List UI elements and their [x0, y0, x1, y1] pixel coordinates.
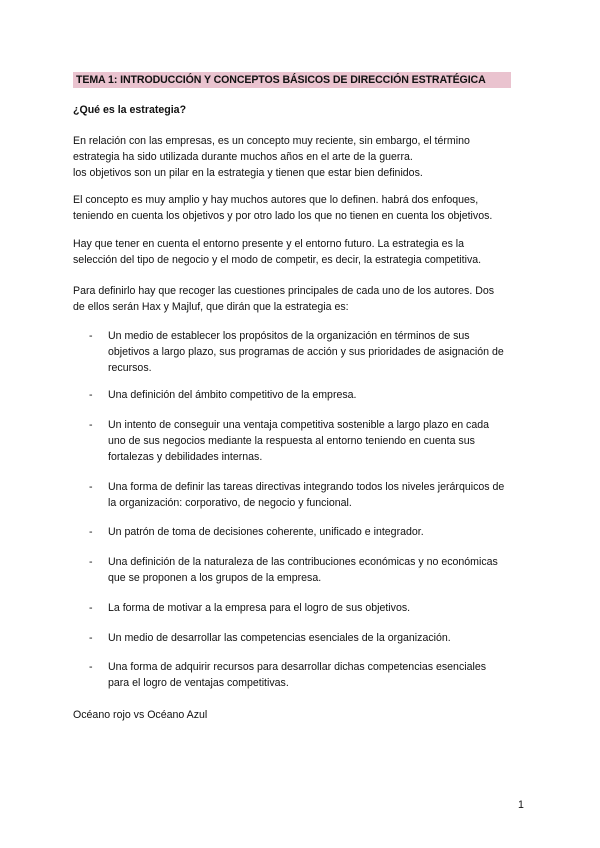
text-line: Un patrón de toma de decisiones coherente, unificado e integrador.: [108, 526, 424, 538]
text-line: teniendo en cuenta los objetivos y por otro lado los que no tienen en cuenta los objetivos.: [73, 210, 493, 222]
text-line: Una forma de definir las tareas directivas integrando todos los niveles jerárquicos de: [108, 481, 505, 493]
page-number: 1: [518, 799, 524, 811]
bullet-dash: -: [89, 330, 93, 342]
paragraph-1: [73, 133, 533, 181]
paragraph-4: [73, 283, 533, 315]
bullet-dash: -: [89, 526, 93, 538]
bullet-dash: -: [89, 481, 93, 493]
text-line: fortalezas y debilidades internas.: [108, 451, 263, 463]
text-line: Hay que tener en cuenta el entorno presente y el entorno futuro. La estrategia es la: [73, 238, 465, 250]
text-line: selección del tipo de negocio y el modo de competir, es decir, la estrategia competitiva.: [73, 254, 482, 266]
paragraph-2: [73, 192, 533, 224]
text-line: Un medio de desarrollar las competencias esenciales de la organización.: [108, 632, 451, 644]
text-line: la organización: corporativo, de negocio y funcional.: [108, 497, 352, 509]
text-line: de ellos serán Hax y Majluf, que dirán que la estrategia es:: [73, 301, 349, 313]
text-line: Para definirlo hay que recoger las cuestiones principales de cada uno de los autores. Dos: [73, 285, 495, 297]
closing-text: [73, 707, 533, 723]
text-line: Una forma de adquirir recursos para desarrollar dichas competencias esenciales: [108, 661, 487, 673]
text-line: estrategia ha sido utilizada durante muchos años en el arte de la guerra.: [73, 151, 413, 163]
text-line: Una definición del ámbito competitivo de la empresa.: [108, 389, 357, 401]
bullet-dash: -: [89, 661, 93, 673]
text-line: Un intento de conseguir una ventaja competitiva sostenible a largo plazo en cada: [108, 419, 490, 431]
paragraph-3: [73, 236, 533, 268]
text-line: recursos.: [108, 362, 152, 374]
text-line: El concepto es muy amplio y hay muchos autores que lo definen. habrá dos enfoques,: [73, 194, 479, 206]
text-line: En relación con las empresas, es un concepto muy reciente, sin embargo, el término: [73, 135, 470, 147]
bullet-dash: -: [89, 602, 93, 614]
bullet-dash: -: [89, 389, 93, 401]
text-line: para el logro de ventajas competitivas.: [108, 677, 289, 689]
text-line: uno de sus negocios mediante la respuesta al entorno teniendo en cuenta sus: [108, 435, 475, 447]
text-line: Una definición de la naturaleza de las contribuciones económicas y no económicas: [108, 556, 498, 568]
page-title: TEMA 1: INTRODUCCIÓN Y CONCEPTOS BÁSICOS DE DIRECCIÓN ESTRATÉGICA: [73, 72, 511, 88]
text-line: Un medio de establecer los propósitos de la organización en términos de sus: [108, 330, 470, 342]
bullet-dash: -: [89, 556, 93, 568]
text-line: objetivos a largo plazo, sus programas de acción y sus prioridades de asignación de: [108, 346, 504, 358]
text-line: que se proponen a los grupos de la empresa.: [108, 572, 322, 584]
text-line: La forma de motivar a la empresa para el logro de sus objetivos.: [108, 602, 411, 614]
bullet-dash: -: [89, 632, 93, 644]
text-line: los objetivos son un pilar en la estrategia y tienen que estar bien definidos.: [73, 167, 423, 179]
bullet-dash: -: [89, 419, 93, 431]
section-heading: ¿Qué es la estrategia?: [73, 104, 187, 116]
text-line: Océano rojo vs Océano Azul: [73, 709, 208, 721]
